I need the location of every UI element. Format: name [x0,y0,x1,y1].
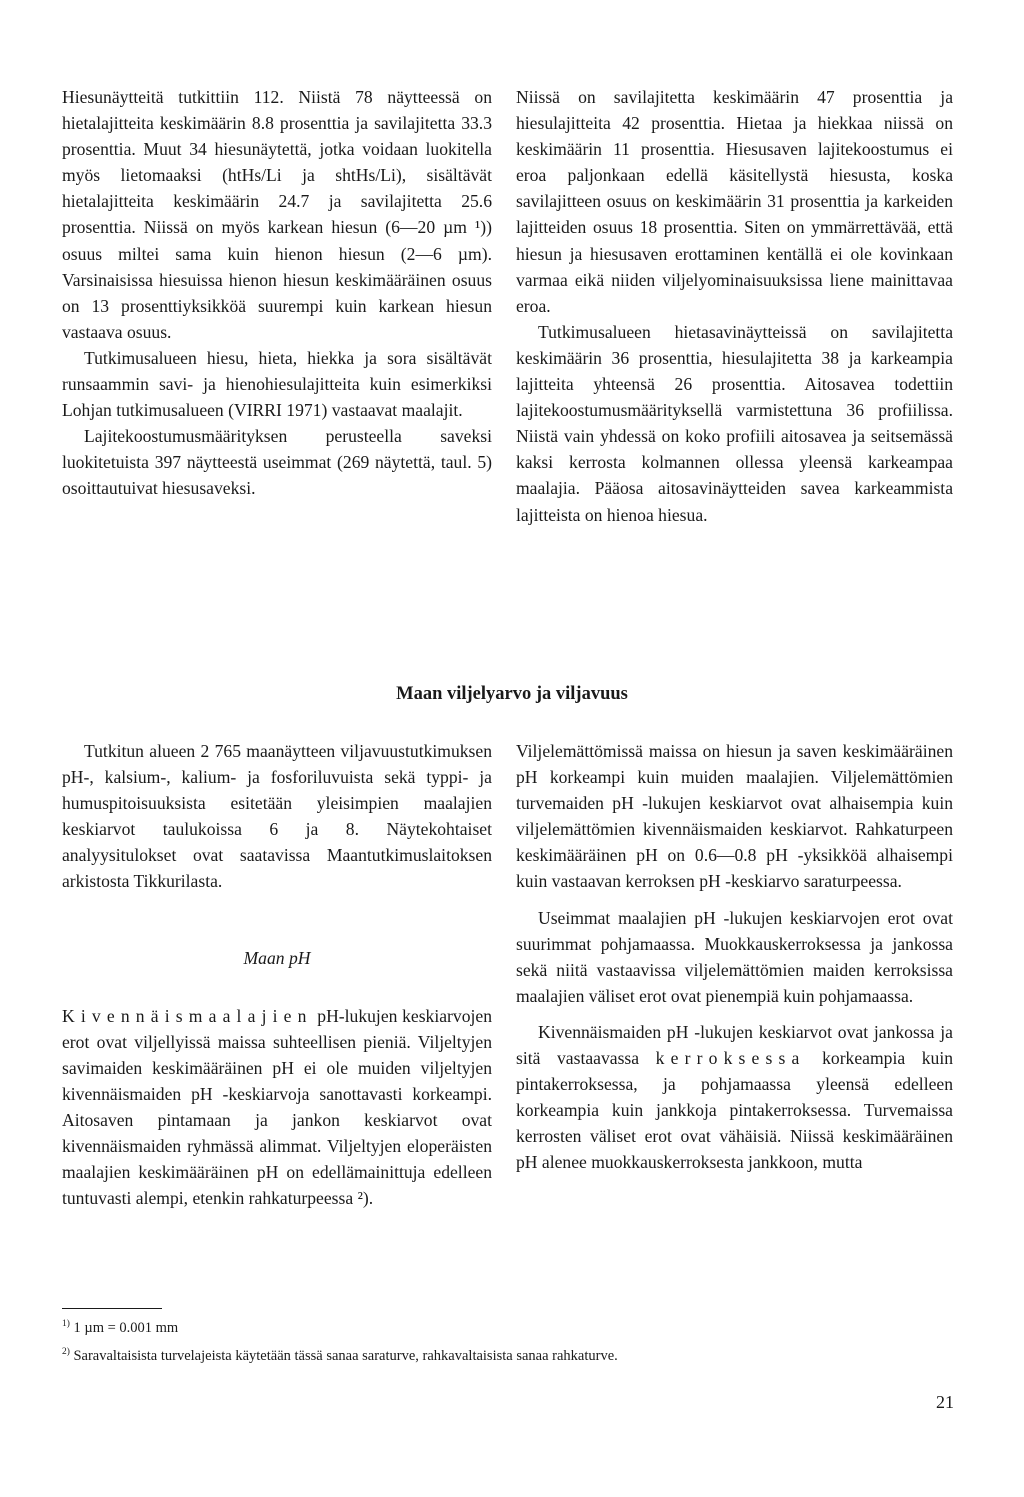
footnote-1 [62,1318,962,1338]
spaced-term: kerroksessa [655,1048,806,1069]
layer-text-end: korkeampia kuin pintakerroksessa, ja pohjamaassa yleensä edelleen korkeampia kuin jankkoja pintakerroksessa. Turvemaissa kerrosten väliset erot ovat vähäisiä. Niissä keskimääräinen pH alenee muokkauskerroksesta jankkoon, mutta [516,1048,954,1173]
top-right-column [516,84,953,528]
paragraph-intro: Tutkitun alueen 2 765 maanäytteen viljavuustutkimuksen pH-, kalsium-, kalium- ja fosforiluvuista sekä typpi- ja humuspitoisuuksista esitetään yleisimpien maalajien keskiarvot taulukoissa 6 ja 8. Näytekohtaiset analyysitulokset ovat saatavissa Maantutkimuslaitoksen arkistosta Tikkurilasta. [62,741,492,892]
section-heading: Maan viljelyarvo ja viljavuus [396,684,628,704]
paragraph-layer-comparison [516,1019,953,1176]
paragraph-sandy-clay: Tutkimusalueen hietasavinäytteissä on savilajitetta keskimäärin 36 prosenttia, hiesulajitetta 38 ja karkeampia lajitteita yhteensä 26 prosenttia. Aitosavea todettiin lajitekoostumusmäärityksellä varmistettuna 36 profiilissa. Niistä vain yhdessä on koko profiili aitosavea ja seitsemässä kaksi kerrosta kolmannen ollessa yleensä karkeampaa maalajia. Pääosa aitosavinäytteiden savea karkeammista lajitteista on hienoa hiesua. [516,321,953,525]
paragraph-silt-samples: Hiesunäytteitä tutkittiin 112. Niistä 78 näytteessä on hietalajitteita keskimäärin 8.8 prosenttia ja savilajitetta 33.3 prosenttia. Muut 34 hiesunäytettä, jotka voidaan luokitella myös lietomaaksi (htHs/Li ja shtHs/Li), sisältävät hietalajitteita keskimäärin 24.7 ja savilajitetta 25.6 prosenttia. Niissä on myös karkean hiesun (6—20 µm ¹)) osuus miltei sama kuin hienon hiesun (2—6 µm). Varsinaisissa hiesuissa hienon hiesun keskimääräinen osuus on 13 prosenttiyksikköä suurempi kuin karkean hiesun vastaava osuus. [62,87,492,342]
spaced-term: Kivennäismaalajien [62,1005,313,1026]
layer-text-start: Kivennäismaiden pH -lukujen keskiarvot ovat jankossa ja sitä vastaavassa [516,1021,953,1069]
paragraph-silty-clay: Niissä on savilajitetta keskimäärin 47 prosenttia ja hiesulajitteita 42 prosenttia. Hietaa ja hiekkaa niissä on keskimäärin 11 prosenttia. Hiesusaven lajitekoostumus ei eroa paljonkaan edellä käsitellystä hiesusta, koska savilajitteen osuus on keskimäärin 31 prosenttia ja karkeiden lajitteiden osuus 18 prosenttia. Siten on ymmärrettävää, että hiesun ja hiesusaven erottaminen kentällä ei ole kovinkaan varmaa eikä niiden viljelyominaisuuksissa liene mainittavaa eroa. [516,87,953,316]
top-left-column [62,84,492,502]
paragraph-subsoil-differences: Useimmat maalajien pH -lukujen keskiarvojen erot ovat suurimmat pohjamaassa. Muokkauskerroksessa ja jankossa sekä niitä vastaavissa viljelemättömien maiden kerroksissa maalajien väliset erot ovat pienempiä kuin pohjamaassa. [516,907,953,1006]
paragraph-uncultivated-ph: Viljelemättömissä maissa on hiesun ja saven keskimääräinen pH korkeampi kuin muiden maalajien. Viljelemättömien turvemaiden pH -lukujen keskiarvot ovat alhaisempia kuin viljelemättömien kivennäismaiden keskiarvot. Rahkaturpeen keskimääräinen pH on 0.6—0.8 pH -yksikköä alhaisempi kuin vastaavan kerroksen pH -keskiarvo saraturpeessa. [516,741,953,892]
footnote-1-text: 1 µm = 0.001 mm [69,1320,179,1336]
footnote-2-text: Saravaltaisista turvelajeista käytetään tässä sanaa saraturve, rahkavaltaisista sanaa rahkaturve. [69,1348,618,1364]
paragraph-study-area-comparison: Tutkimusalueen hiesu, hieta, hiekka ja sora sisältävät runsaammin savi- ja hienohiesulajitteita kuin esimerkiksi Lohjan tutkimusalueen (VIRRI 1971) vastaavat maalajit. [62,347,492,421]
footnote-divider [62,1308,162,1309]
footnote-2 [62,1346,962,1366]
paragraph-mineral-soil-ph-text: pH-lukujen keskiarvojen erot ovat viljellyissä maissa suhteellisen pieniä. Viljeltyjen savimaiden keskimääräinen pH ei ole muiden viljeltyjen kivennäismaiden pH -keskiarvoja sanottavasti korkeampi. Aitosaven pintamaan ja jankon keskiarvot ovat kivennäismaiden ryhmässä alimmat. Viljeltyjen eloperäisten maalajien keskimääräinen pH on edellämainittuja edelleen tuntuvasti alempi, etenkin rahkaturpeessa ²). [62,1005,492,1209]
footnote-1-mark: 1) [62,1319,70,1330]
page-number: 21 [936,1392,954,1412]
paragraph-mineral-soil-ph [62,1003,492,1212]
footnote-2-mark: 2) [62,1347,70,1358]
bottom-right-column [516,738,953,1176]
bottom-left-column [62,738,492,1211]
subheading-soil-ph: Maan pH [243,947,311,968]
paragraph-clay-classification: Lajitekoostumusmäärityksen perusteella saveksi luokitetuista 397 näytteestä useimmat (269 näytettä, taul. 5) osoittautuivat hiesusaveksi. [62,426,492,499]
